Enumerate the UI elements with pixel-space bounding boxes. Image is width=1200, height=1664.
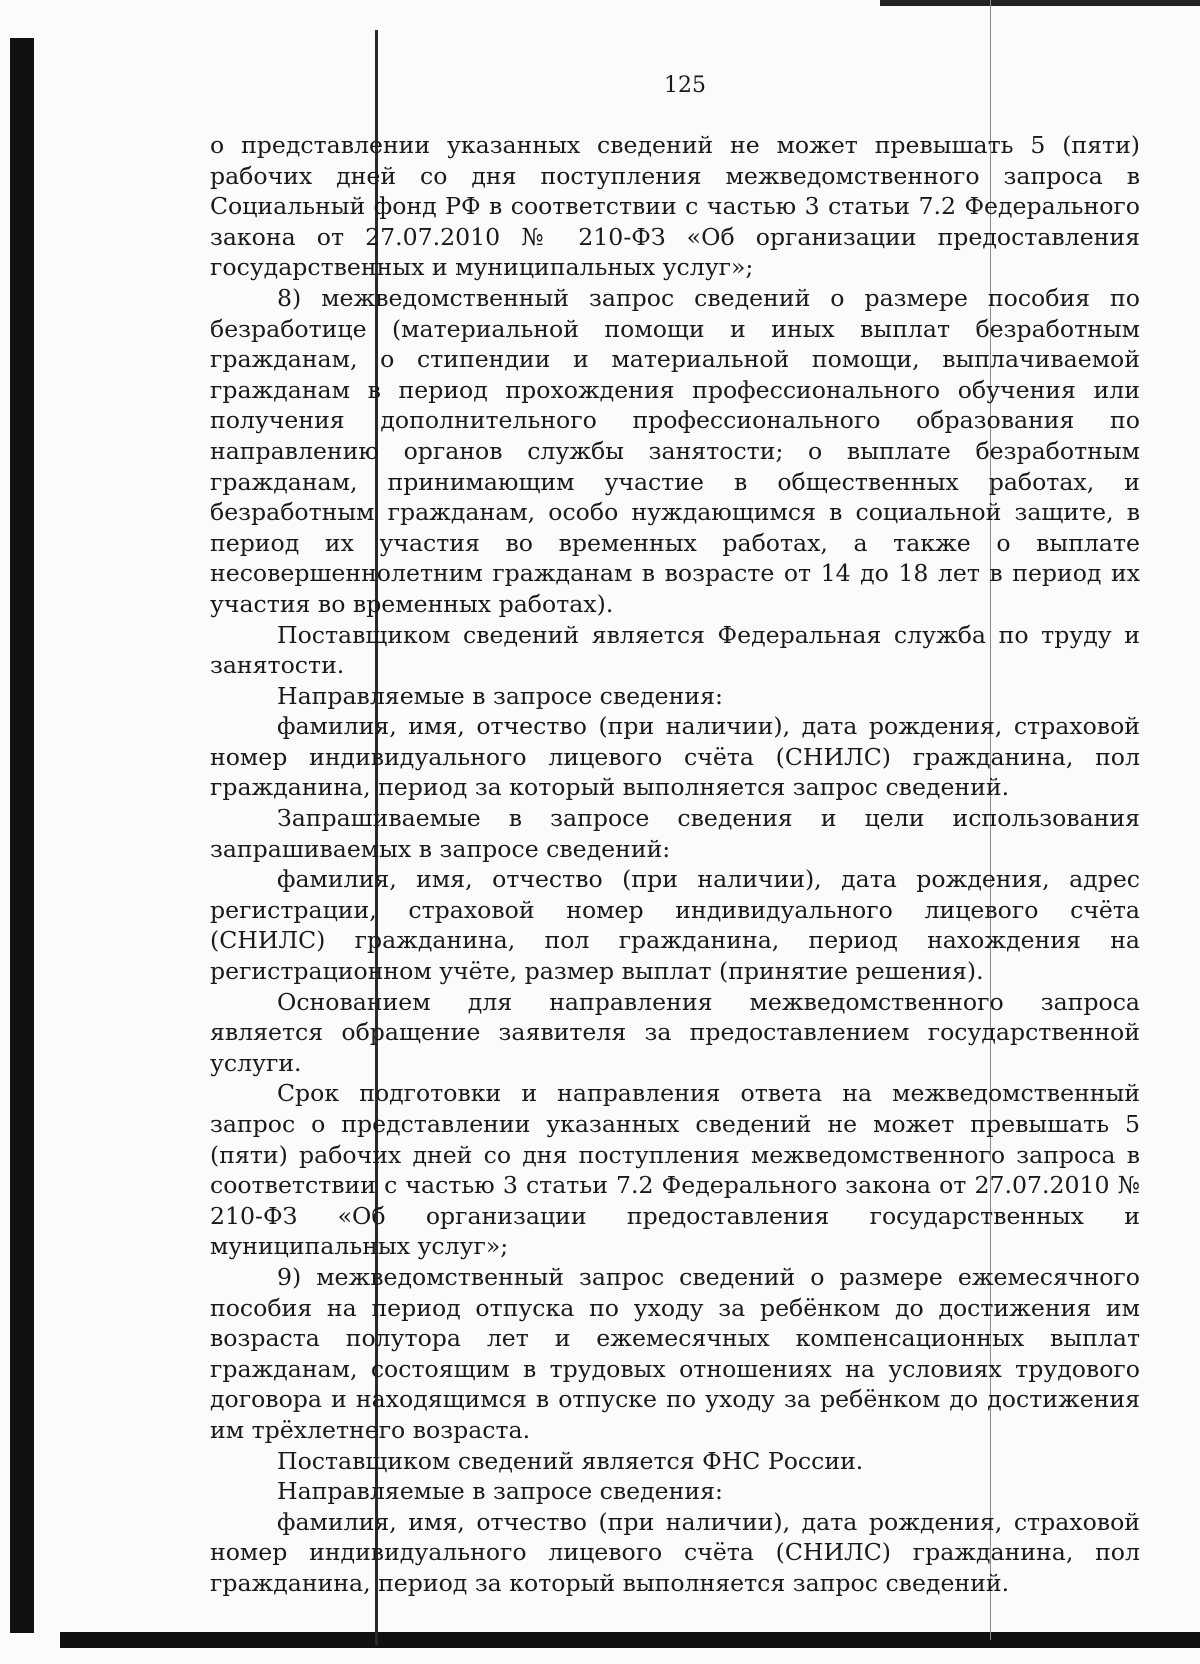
scan-edge-bottom [60, 1632, 1200, 1648]
paragraph: Поставщиком сведений является Федеральная служба по труду и занятости. [210, 620, 1140, 680]
paragraph: фамилия, имя, отчество (при наличии), дата рождения, страховой номер индивидуального лицевого счёта (СНИЛС) гражданина, пол гражданина, период за который выполняется запрос сведений. [210, 712, 1140, 802]
paragraph: Запрашиваемые в запросе сведения и цели использования запрашиваемых в запросе сведений: [210, 804, 1140, 863]
paragraph: о представлении указанных сведений не может превышать 5 (пяти) рабочих дней со дня поступления межведомственного запроса в Социальный фонд РФ в соответствии с частью 3 статьи 7.2 Федерального закона от 27.07.2010 № 210-ФЗ «Об организации предоставления государственных и муниципальных услуг»; [210, 131, 1140, 282]
page-number: 125 [664, 73, 706, 98]
paragraph: Поставщиком сведений является ФНС России. [277, 1446, 864, 1475]
paragraph: Срок подготовки и направления ответа на межведомственный запрос о представлении указанных сведений не может превышать 5 (пяти) рабочих дней со дня поступления межведомственного запроса в соответствии с частью 3 статьи 7.2 Федерального закона от 27.07.2010 № 210-ФЗ «Об организации предоставления государственных и муниципальных услуг»; [210, 1079, 1140, 1261]
paragraph: Направляемые в запросе сведения: [277, 1477, 723, 1506]
scan-edge-left [10, 38, 34, 1633]
document-body [210, 130, 1140, 1599]
scan-edge-top [880, 0, 1200, 6]
paragraph: 9) межведомственный запрос сведений о размере ежемесячного пособия на период отпуска по уходу за ребёнком до достижения им возраста полутора лет и ежемесячных компенсационных выплат гражданам, состоящим в трудовых отношениях на условиях трудового договора и находящимся в отпуске по уходу за ребёнком до достижения им трёхлетнего возраста. [210, 1262, 1140, 1444]
paragraph: 8) межведомственный запрос сведений о размере пособия по безработице (материальной помощи и иных выплат безработным гражданам, о стипендии и материальной помощи, выплачиваемой гражданам в период прохождения профессионального обучения или получения дополнительного профессионального образования по направлению органов службы занятости; о выплате безработным гражданам, принимающим участие в общественных работах, и безработным гражданам, особо нуждающимся в социальной защите, в период их участия во временных работах, а также о выплате несовершеннолетним гражданам в возрасте от 14 до 18 лет в период их участия во временных работах). [210, 283, 1140, 618]
paragraph: фамилия, имя, отчество (при наличии), дата рождения, адрес регистрации, страховой номер индивидуального лицевого счёта (СНИЛС) гражданина, пол гражданина, период нахождения на регистрационном учёте, размер выплат (принятие решения). [210, 865, 1140, 986]
paragraph: Основанием для направления межведомственного запроса является обращение заявителя за предоставлением государственной услуги. [210, 987, 1140, 1077]
paragraph: фамилия, имя, отчество (при наличии), дата рождения, страховой номер индивидуального лицевого счёта (СНИЛС) гражданина, пол гражданина, период за который выполняется запрос сведений. [210, 1507, 1140, 1597]
paragraph: Направляемые в запросе сведения: [277, 681, 723, 710]
